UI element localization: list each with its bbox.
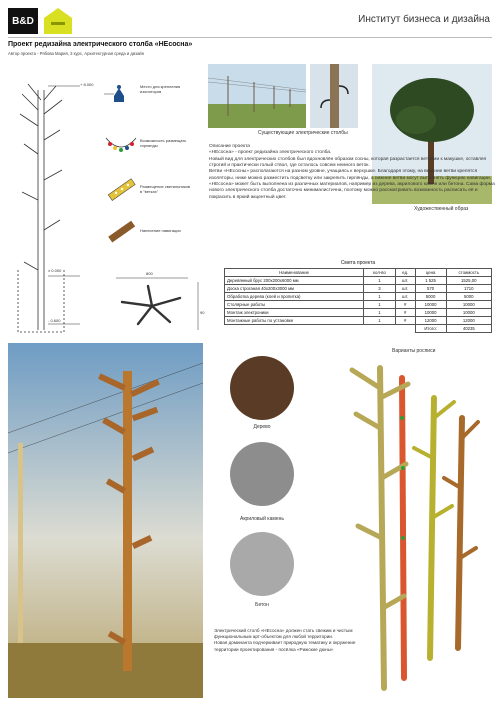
table-cell: 10000 <box>446 301 491 309</box>
table-row <box>225 309 492 317</box>
feature-label-insulators: Место для крепления изоляторов <box>140 84 181 94</box>
total-label: Итого: <box>415 325 446 333</box>
existing-pole-closeup-photo <box>310 64 358 128</box>
table-row <box>225 301 492 309</box>
brand-logo: B&D <box>8 8 38 34</box>
table-cell: 12000 <box>446 317 491 325</box>
table-cell: 1 <box>364 277 396 285</box>
table-cell: Монтажные работы по установке <box>225 317 364 325</box>
description-paragraph: «НЕсосна» может быть выполнена из различных материалов, например из дерева, акрилового камня или бетона. Сама форма нового электрического столба достаточно минималистична, поэтому можно рассматривать возможность расписать её и покрасить в яркий акцентный цвет. <box>209 181 495 200</box>
table-cell: 1525,00 <box>446 277 491 285</box>
material-wood-swatch <box>230 356 294 420</box>
description-paragraph: Ветви «НЕсосны» располагаются на разном уровне, учащаясь к верхушке. Благодаря этому, на верхние ветви крепятся изоляторы, ниже можно разместить подсветку или закрепить гирлянды, а нижние ветви могут выполнять функцию навигации. <box>209 169 492 181</box>
column-header: цена <box>415 269 446 277</box>
estimate-table <box>224 268 492 333</box>
table-row <box>225 293 492 301</box>
elevation-top-mark: + 8.000 <box>80 82 94 87</box>
table-cell: Монтаж электроники <box>225 309 364 317</box>
material-concrete-label: Бетон <box>255 602 269 608</box>
navigation-icon <box>104 218 138 246</box>
table-cell: Деревянный брус 200х200х6000 мм <box>225 277 364 285</box>
school-logo-icon <box>42 6 74 36</box>
column-header: кол-во <box>364 269 396 277</box>
hero-render-image <box>8 343 203 698</box>
table-row <box>225 317 492 325</box>
material-acrylic-stone-swatch <box>230 442 294 506</box>
existing-poles-photo-field <box>208 64 306 128</box>
table-cell: шт. <box>395 293 415 301</box>
artistic-image-caption: Художественный образ <box>414 206 469 212</box>
table-cell: 570 <box>415 285 446 293</box>
garland-icon <box>104 132 138 160</box>
authors-line: Автор проекта - Рябова Мария, 3 курс, Архитектурная среда и дизайн <box>8 51 145 56</box>
column-header: ед. <box>395 269 415 277</box>
description-paragraph: «НЕсосна» - проект редизайна электрического столба. <box>209 150 332 156</box>
conclusion-paragraph: Электрический столб «НЕсосна» должен стать свежим и чистым функциональным арт-объектом для любой территории. <box>214 628 353 640</box>
pole-elevation-drawing <box>8 70 104 338</box>
feature-label-navigation: Нанесение навигации <box>140 228 181 233</box>
estimate-title: Смета проекта <box>340 260 376 266</box>
table-header-row <box>225 269 492 277</box>
table-cell: 1 <box>364 301 396 309</box>
table-cell: 1 <box>364 309 396 317</box>
project-description <box>209 144 495 201</box>
table-cell: шт. <box>395 285 415 293</box>
pole-plan-drawing <box>108 272 208 334</box>
column-header: стоимость <box>446 269 491 277</box>
description-paragraph: Новый вид для электрических столбов был вдохновлён образом сосны, которая разрастается ветвями к макушке, оставляя строгий и практически голый ствол, где осталось совсем немного веток. <box>209 156 487 168</box>
insulator-icon <box>104 82 134 106</box>
material-acrylic-stone-label: Акриловый камень <box>240 516 284 522</box>
header-divider <box>8 37 492 38</box>
table-cell: # <box>395 309 415 317</box>
table-cell: 10000 <box>415 309 446 317</box>
table-cell: 12000 <box>415 317 446 325</box>
elevation-zero-mark: ± 0.000 <box>48 268 62 273</box>
plan-width-dimension: 800 <box>146 271 153 276</box>
table-cell: 1 <box>364 317 396 325</box>
feature-label-lamps: Размещение светильников в "ветках" <box>140 184 191 194</box>
variants-title: Варианты росписи <box>392 348 436 354</box>
table-cell: 5000 <box>415 293 446 301</box>
table-cell: Доска строганая 40х200х3000 мм <box>225 285 364 293</box>
table-cell: Столярные работы <box>225 301 364 309</box>
conclusion-text <box>214 628 374 653</box>
page-title: Проект редизайна электрического столба «НЕсосна» <box>8 41 193 48</box>
material-wood-label: Дерево <box>253 424 271 430</box>
total-value: 40235 <box>446 325 491 333</box>
table-cell: шт. <box>395 277 415 285</box>
table-cell: 1 <box>364 293 396 301</box>
table-cell: # <box>395 317 415 325</box>
existing-poles-caption: Существующие электрические столбы <box>258 130 348 136</box>
table-row <box>225 285 492 293</box>
table-cell: 1 525 <box>415 277 446 285</box>
material-concrete-swatch <box>230 532 294 596</box>
feature-label-garlands: Возможность размещать гирлянды <box>140 138 187 148</box>
institute-name: Институт бизнеса и дизайна <box>358 14 490 25</box>
conclusion-paragraph: Новая доминанта подчеркивает природную тематику и окружение территории проектирования - посёлка «Рижские дюны» <box>214 640 356 652</box>
elevation-foundation-mark: - 0.600 <box>48 318 61 323</box>
table-cell: 5000 <box>446 293 491 301</box>
table-cell: Обработка дерева (клей и пропитка) <box>225 293 364 301</box>
table-cell: 1710 <box>446 285 491 293</box>
description-heading: Описание проекта <box>209 144 250 149</box>
table-cell: 10000 <box>446 309 491 317</box>
plan-side-dimension: 90 <box>200 310 205 315</box>
table-row <box>225 277 492 285</box>
table-cell: 10000 <box>415 301 446 309</box>
column-header: Наименование <box>225 269 364 277</box>
table-cell: 3 <box>364 285 396 293</box>
lamp-branch-icon <box>104 176 138 204</box>
table-cell: # <box>395 301 415 309</box>
table-total-row <box>225 325 492 333</box>
